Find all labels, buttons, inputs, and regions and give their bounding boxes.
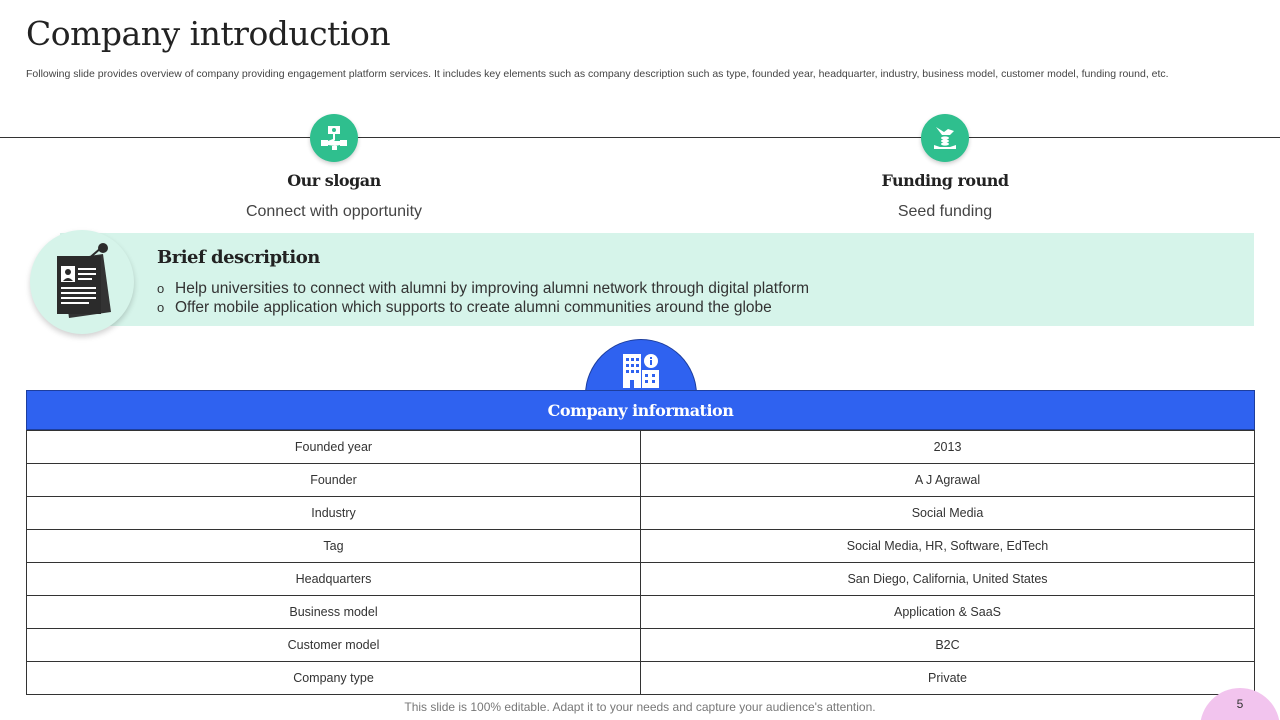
- divider-line: [0, 137, 1280, 138]
- table-row: [27, 464, 1255, 497]
- table-row: [27, 629, 1255, 662]
- slogan-value: Connect with opportunity: [245, 203, 423, 220]
- slogan-title: Our slogan: [287, 171, 381, 190]
- handshake-money-icon: [310, 114, 358, 162]
- footer-note: This slide is 100% editable. Adapt it to your needs and capture your audience's attention.: [404, 700, 876, 714]
- table-header: Company information: [26, 390, 1255, 430]
- funding-title: Funding round: [881, 171, 1009, 190]
- brief-list: [157, 279, 809, 317]
- table-row: [27, 530, 1255, 563]
- row-value: B2C: [641, 629, 1255, 662]
- row-label: Customer model: [27, 629, 641, 662]
- row-value: San Diego, California, United States: [641, 563, 1255, 596]
- row-label: Founder: [27, 464, 641, 497]
- table-row: [27, 431, 1255, 464]
- page-title: Company introduction: [26, 14, 391, 53]
- row-value: Social Media, HR, Software, EdTech: [641, 530, 1255, 563]
- page-number: 5: [1236, 697, 1244, 711]
- table-row: [27, 662, 1255, 695]
- row-label: Company type: [27, 662, 641, 695]
- brief-title: Brief description: [157, 247, 320, 268]
- row-label: Headquarters: [27, 563, 641, 596]
- row-label: Business model: [27, 596, 641, 629]
- row-value: 2013: [641, 431, 1255, 464]
- bullet-marker: o: [157, 281, 165, 296]
- company-info-tab: [585, 339, 697, 395]
- row-value: Social Media: [641, 497, 1255, 530]
- list-item: [157, 298, 809, 317]
- brief-item-text: Offer mobile application which supports to create alumni communities around the globe: [175, 299, 772, 316]
- row-value: Application & SaaS: [641, 596, 1255, 629]
- row-value: Private: [641, 662, 1255, 695]
- table-row: [27, 596, 1255, 629]
- company-info-table: [26, 390, 1255, 695]
- row-label: Industry: [27, 497, 641, 530]
- table-row: [27, 497, 1255, 530]
- brief-item-text: Help universities to connect with alumni by improving alumni network through digital platform: [175, 280, 810, 297]
- table-row: [27, 563, 1255, 596]
- funding-value: Seed funding: [897, 203, 993, 220]
- bullet-marker: o: [157, 300, 165, 315]
- resume-document-icon: [30, 230, 134, 334]
- page-subtitle: Following slide provides overview of company providing engagement platform services. It includes key elements such as company description such as type, founded year, headquarter, industry, business model, customer model, funding round, etc.: [26, 68, 1169, 80]
- list-item: [157, 279, 809, 298]
- row-label: Tag: [27, 530, 641, 563]
- row-value: A J Agrawal: [641, 464, 1255, 497]
- hand-coins-icon: [921, 114, 969, 162]
- building-info-icon: [620, 350, 662, 390]
- row-label: Founded year: [27, 431, 641, 464]
